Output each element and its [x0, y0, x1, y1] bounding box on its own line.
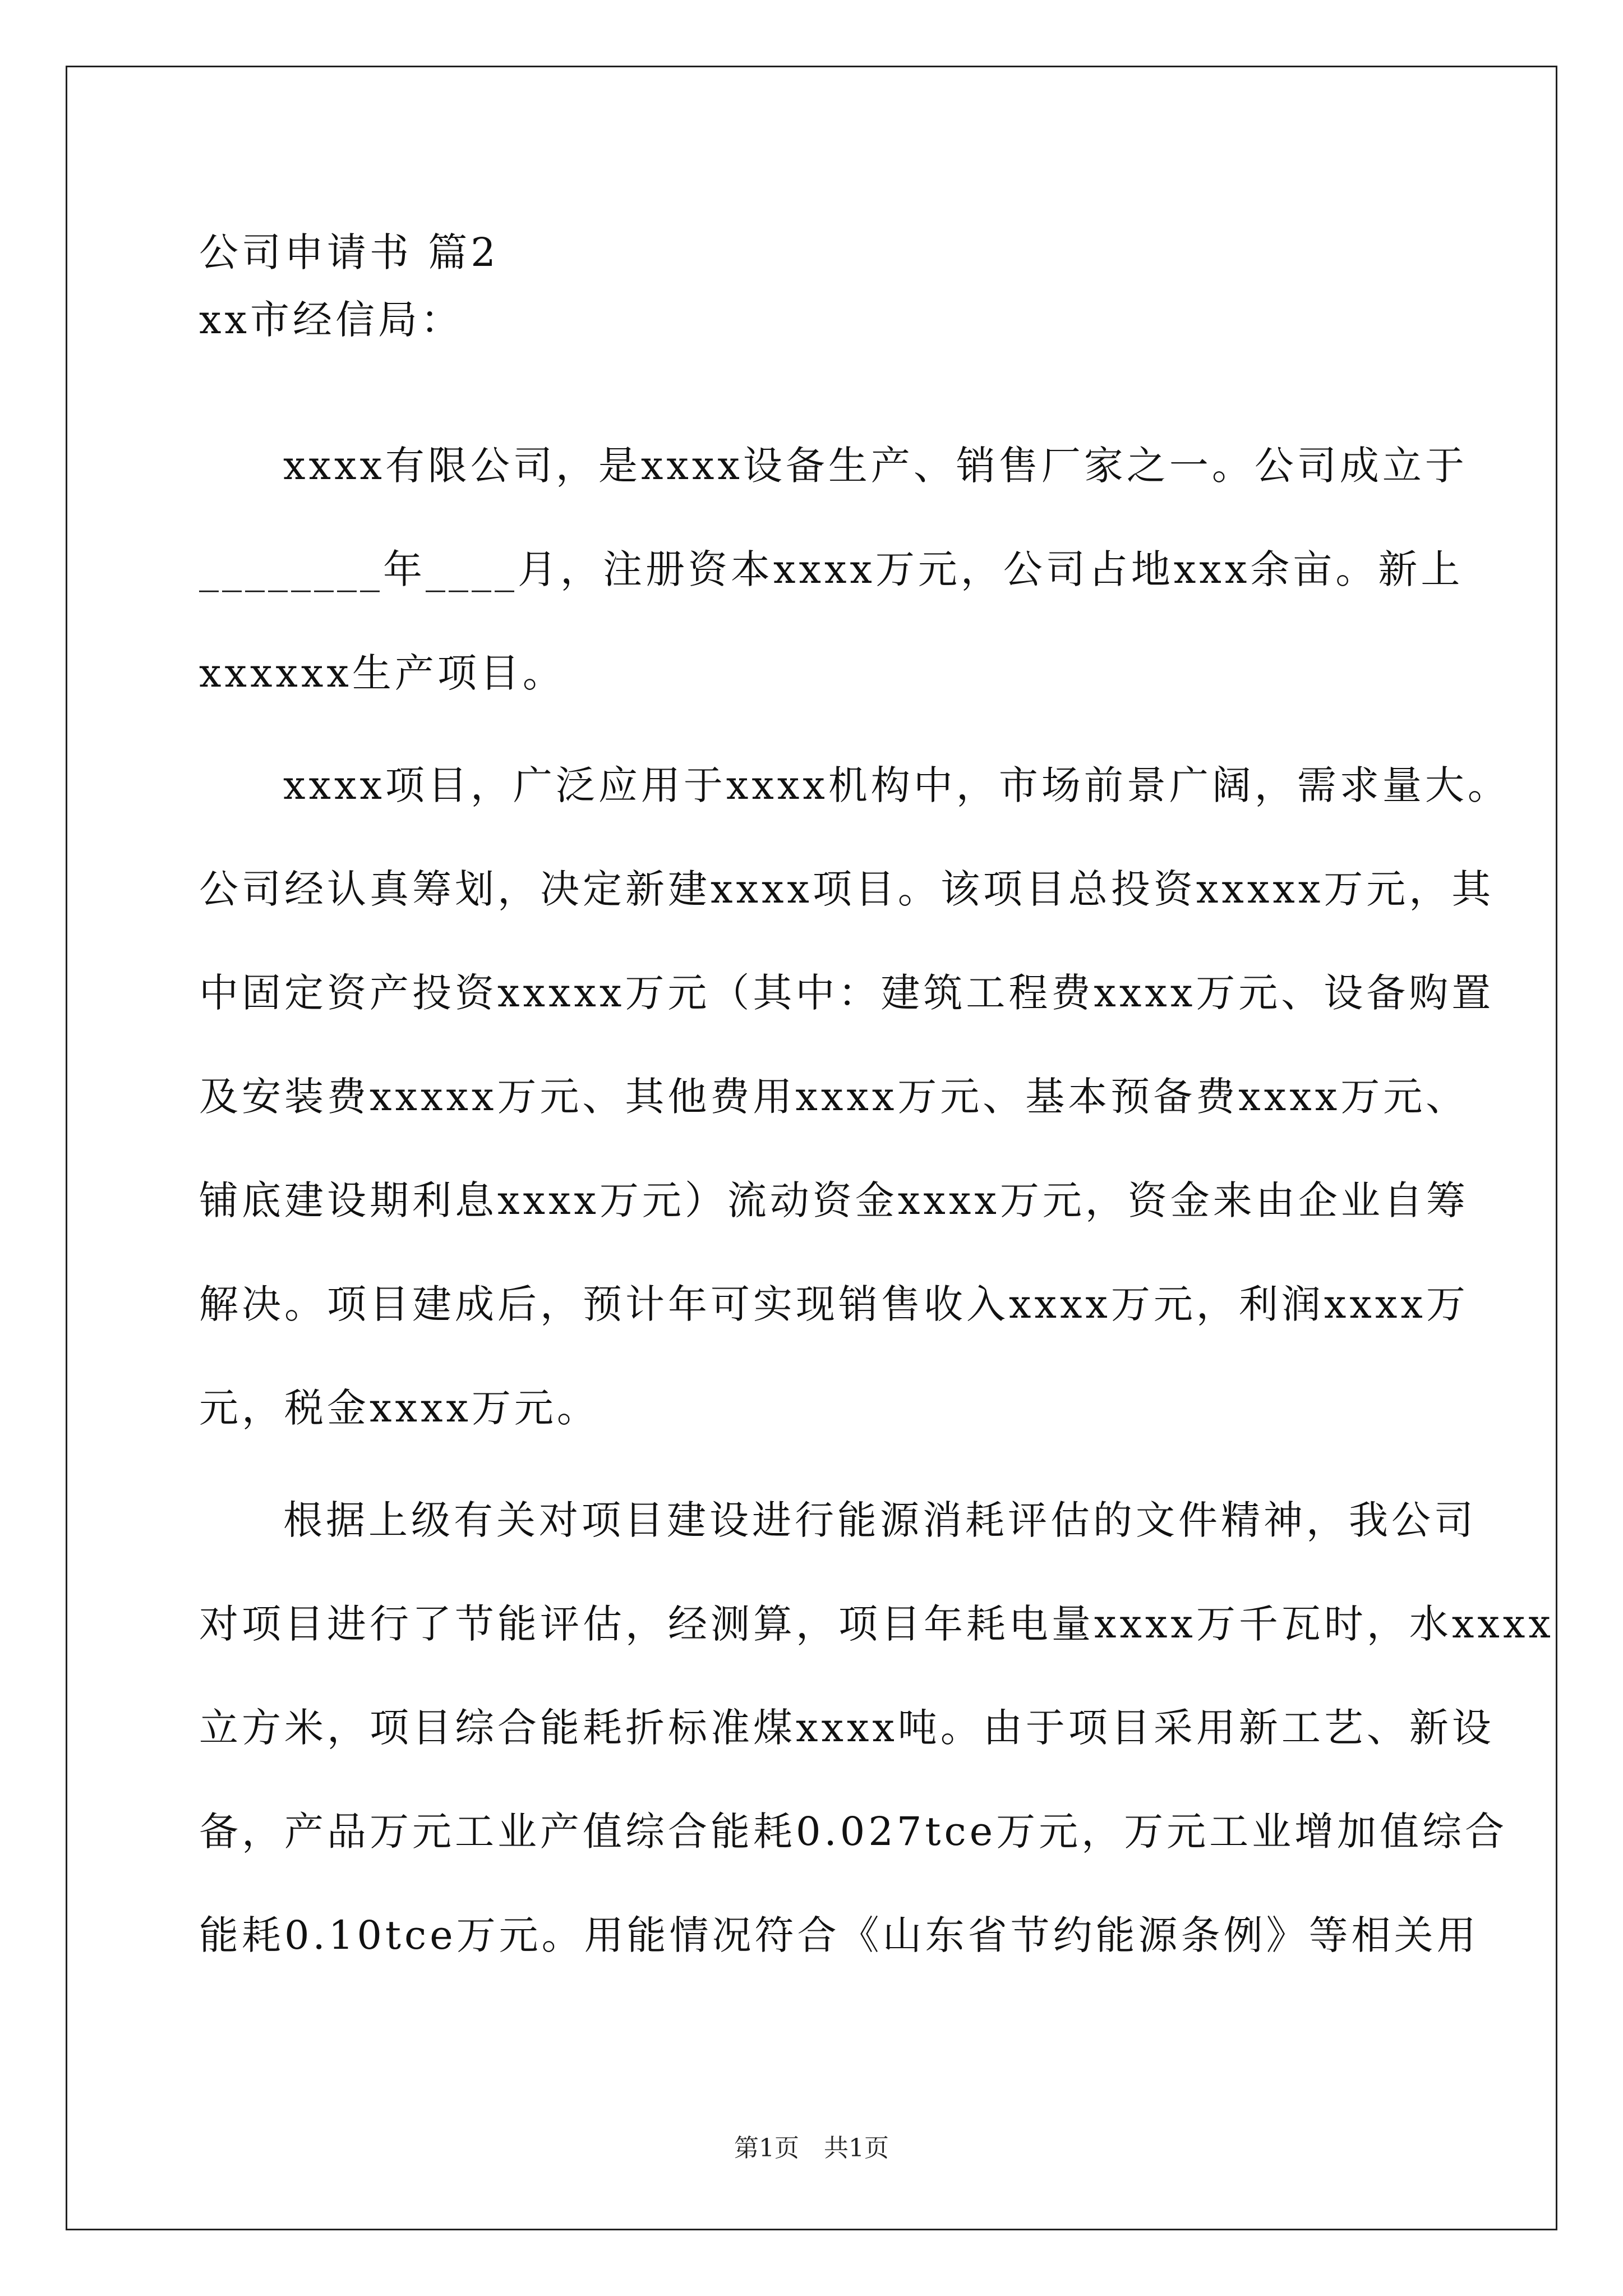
paragraph-line: 根据上级有关对项目建设进行能源消耗评估的文件精神，我公司	[283, 1497, 1477, 1543]
paragraph-line: xxxxxx生产项目。	[199, 650, 565, 696]
paragraph-line: 铺底建设期利息xxxx万元）流动资金xxxx万元，资金来由企业自筹	[199, 1177, 1469, 1223]
paragraph-line: ________年____月，注册资本xxxx万元，公司占地xxx余亩。新上	[199, 546, 1464, 592]
document-title: 公司申请书 篇2	[199, 229, 499, 275]
paragraph-line: 元，税金xxxx万元。	[199, 1385, 600, 1431]
paragraph-line: 备，产品万元工业产值综合能耗0.027tce万元，万元工业增加值综合	[199, 1809, 1508, 1855]
paragraph-line: 中固定资产投资xxxxx万元（其中：建筑工程费xxxx万元、设备购置	[199, 970, 1495, 1016]
page-footer	[0, 2132, 1623, 2165]
page-total: 共1页	[824, 2134, 889, 2162]
salutation: xx市经信局：	[199, 297, 463, 343]
paragraph-line: xxxx项目，广泛应用于xxxx机构中，市场前景广阔，需求量大。	[283, 762, 1510, 808]
paragraph-line: 能耗0.10tce万元。用能情况符合《山东省节约能源条例》等相关用	[199, 1912, 1479, 1958]
paragraph-line: 立方米，项目综合能耗折标准煤xxxx吨。由于项目采用新工艺、新设	[199, 1705, 1495, 1751]
page-border	[66, 66, 1557, 2230]
page-number: 第1页	[734, 2134, 799, 2162]
paragraph-line: 公司经认真筹划，决定新建xxxx项目。该项目总投资xxxxx万元，其	[199, 866, 1495, 912]
paragraph-line: 及安装费xxxxx万元、其他费用xxxx万元、基本预备费xxxx万元、	[199, 1074, 1469, 1120]
paragraph-line: 解决。项目建成后，预计年可实现销售收入xxxx万元，利润xxxx万	[199, 1281, 1469, 1327]
paragraph-line: xxxx有限公司，是xxxx设备生产、销售厂家之一。公司成立于	[283, 443, 1468, 489]
paragraph-line: 对项目进行了节能评估，经测算，项目年耗电量xxxx万千瓦时，水xxxx	[199, 1601, 1554, 1647]
